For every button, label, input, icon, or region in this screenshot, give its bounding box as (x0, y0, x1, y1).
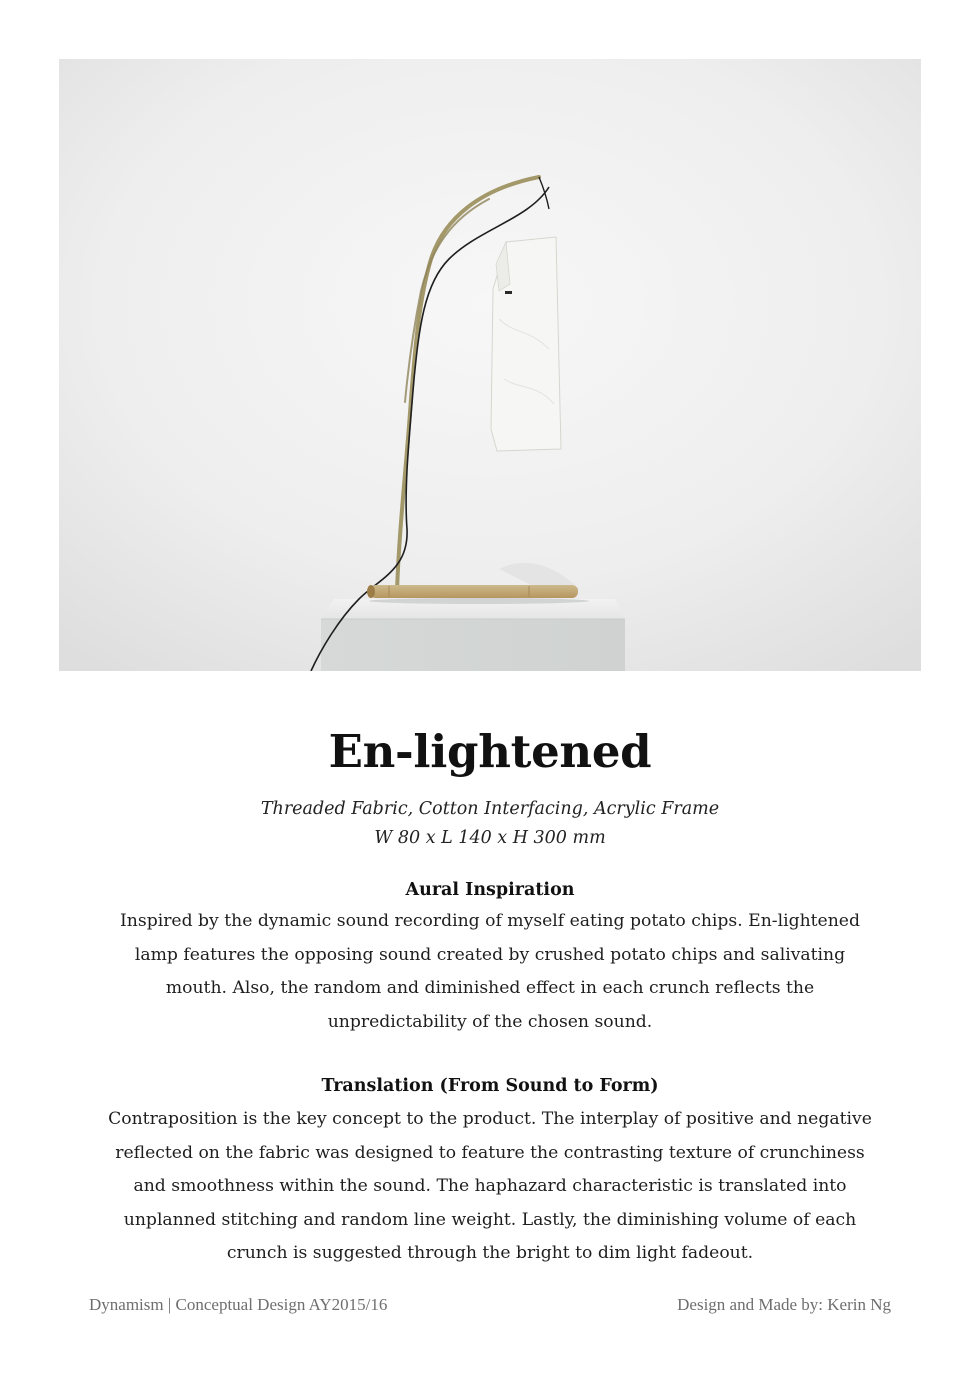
dimensions-line: W 80 x L 140 x H 300 mm (374, 828, 606, 848)
body-line: crunch is suggested through the bright to dim light fadeout. (226, 1243, 754, 1263)
body-line: mouth. Also, the random and diminished effect in each crunch reflects the (165, 978, 815, 998)
aural-inspiration-heading: Aural Inspiration (405, 880, 575, 900)
wall-background (59, 59, 921, 671)
bamboo-base (370, 585, 578, 598)
lamp-photo-illustration (59, 59, 921, 671)
aural-inspiration-body (70, 905, 910, 1039)
body-line: Inspired by the dynamic sound recording of myself eating potato chips. En-lightened (120, 911, 860, 931)
body-line: and smoothness within the sound. The haphazard characteristic is translated into (133, 1176, 847, 1196)
product-title: En-lightened (328, 725, 652, 778)
product-photo (59, 59, 921, 671)
body-line: Contraposition is the key concept to the product. The interplay of positive and negative (108, 1109, 872, 1129)
materials-line: Threaded Fabric, Cotton Interfacing, Acrylic Frame (260, 799, 720, 819)
body-line: unpredictability of the chosen sound. (327, 1011, 653, 1032)
translation-body (70, 1103, 910, 1271)
body-line: reflected on the fabric was designed to feature the contrasting texture of crunchiness (115, 1142, 865, 1163)
plinth-front (321, 619, 625, 671)
fabric-tag (505, 291, 512, 294)
footer-credit: Design and Made by: Kerin Ng (677, 1295, 891, 1314)
body-line: lamp features the opposing sound created by crushed potato chips and salivating (134, 944, 846, 965)
footer-course-info: Dynamism | Conceptual Design AY2015/16 (89, 1295, 388, 1314)
body-line: unplanned stitching and random line weight. Lastly, the diminishing volume of each (123, 1209, 857, 1230)
translation-heading: Translation (From Sound to Form) (321, 1076, 659, 1096)
